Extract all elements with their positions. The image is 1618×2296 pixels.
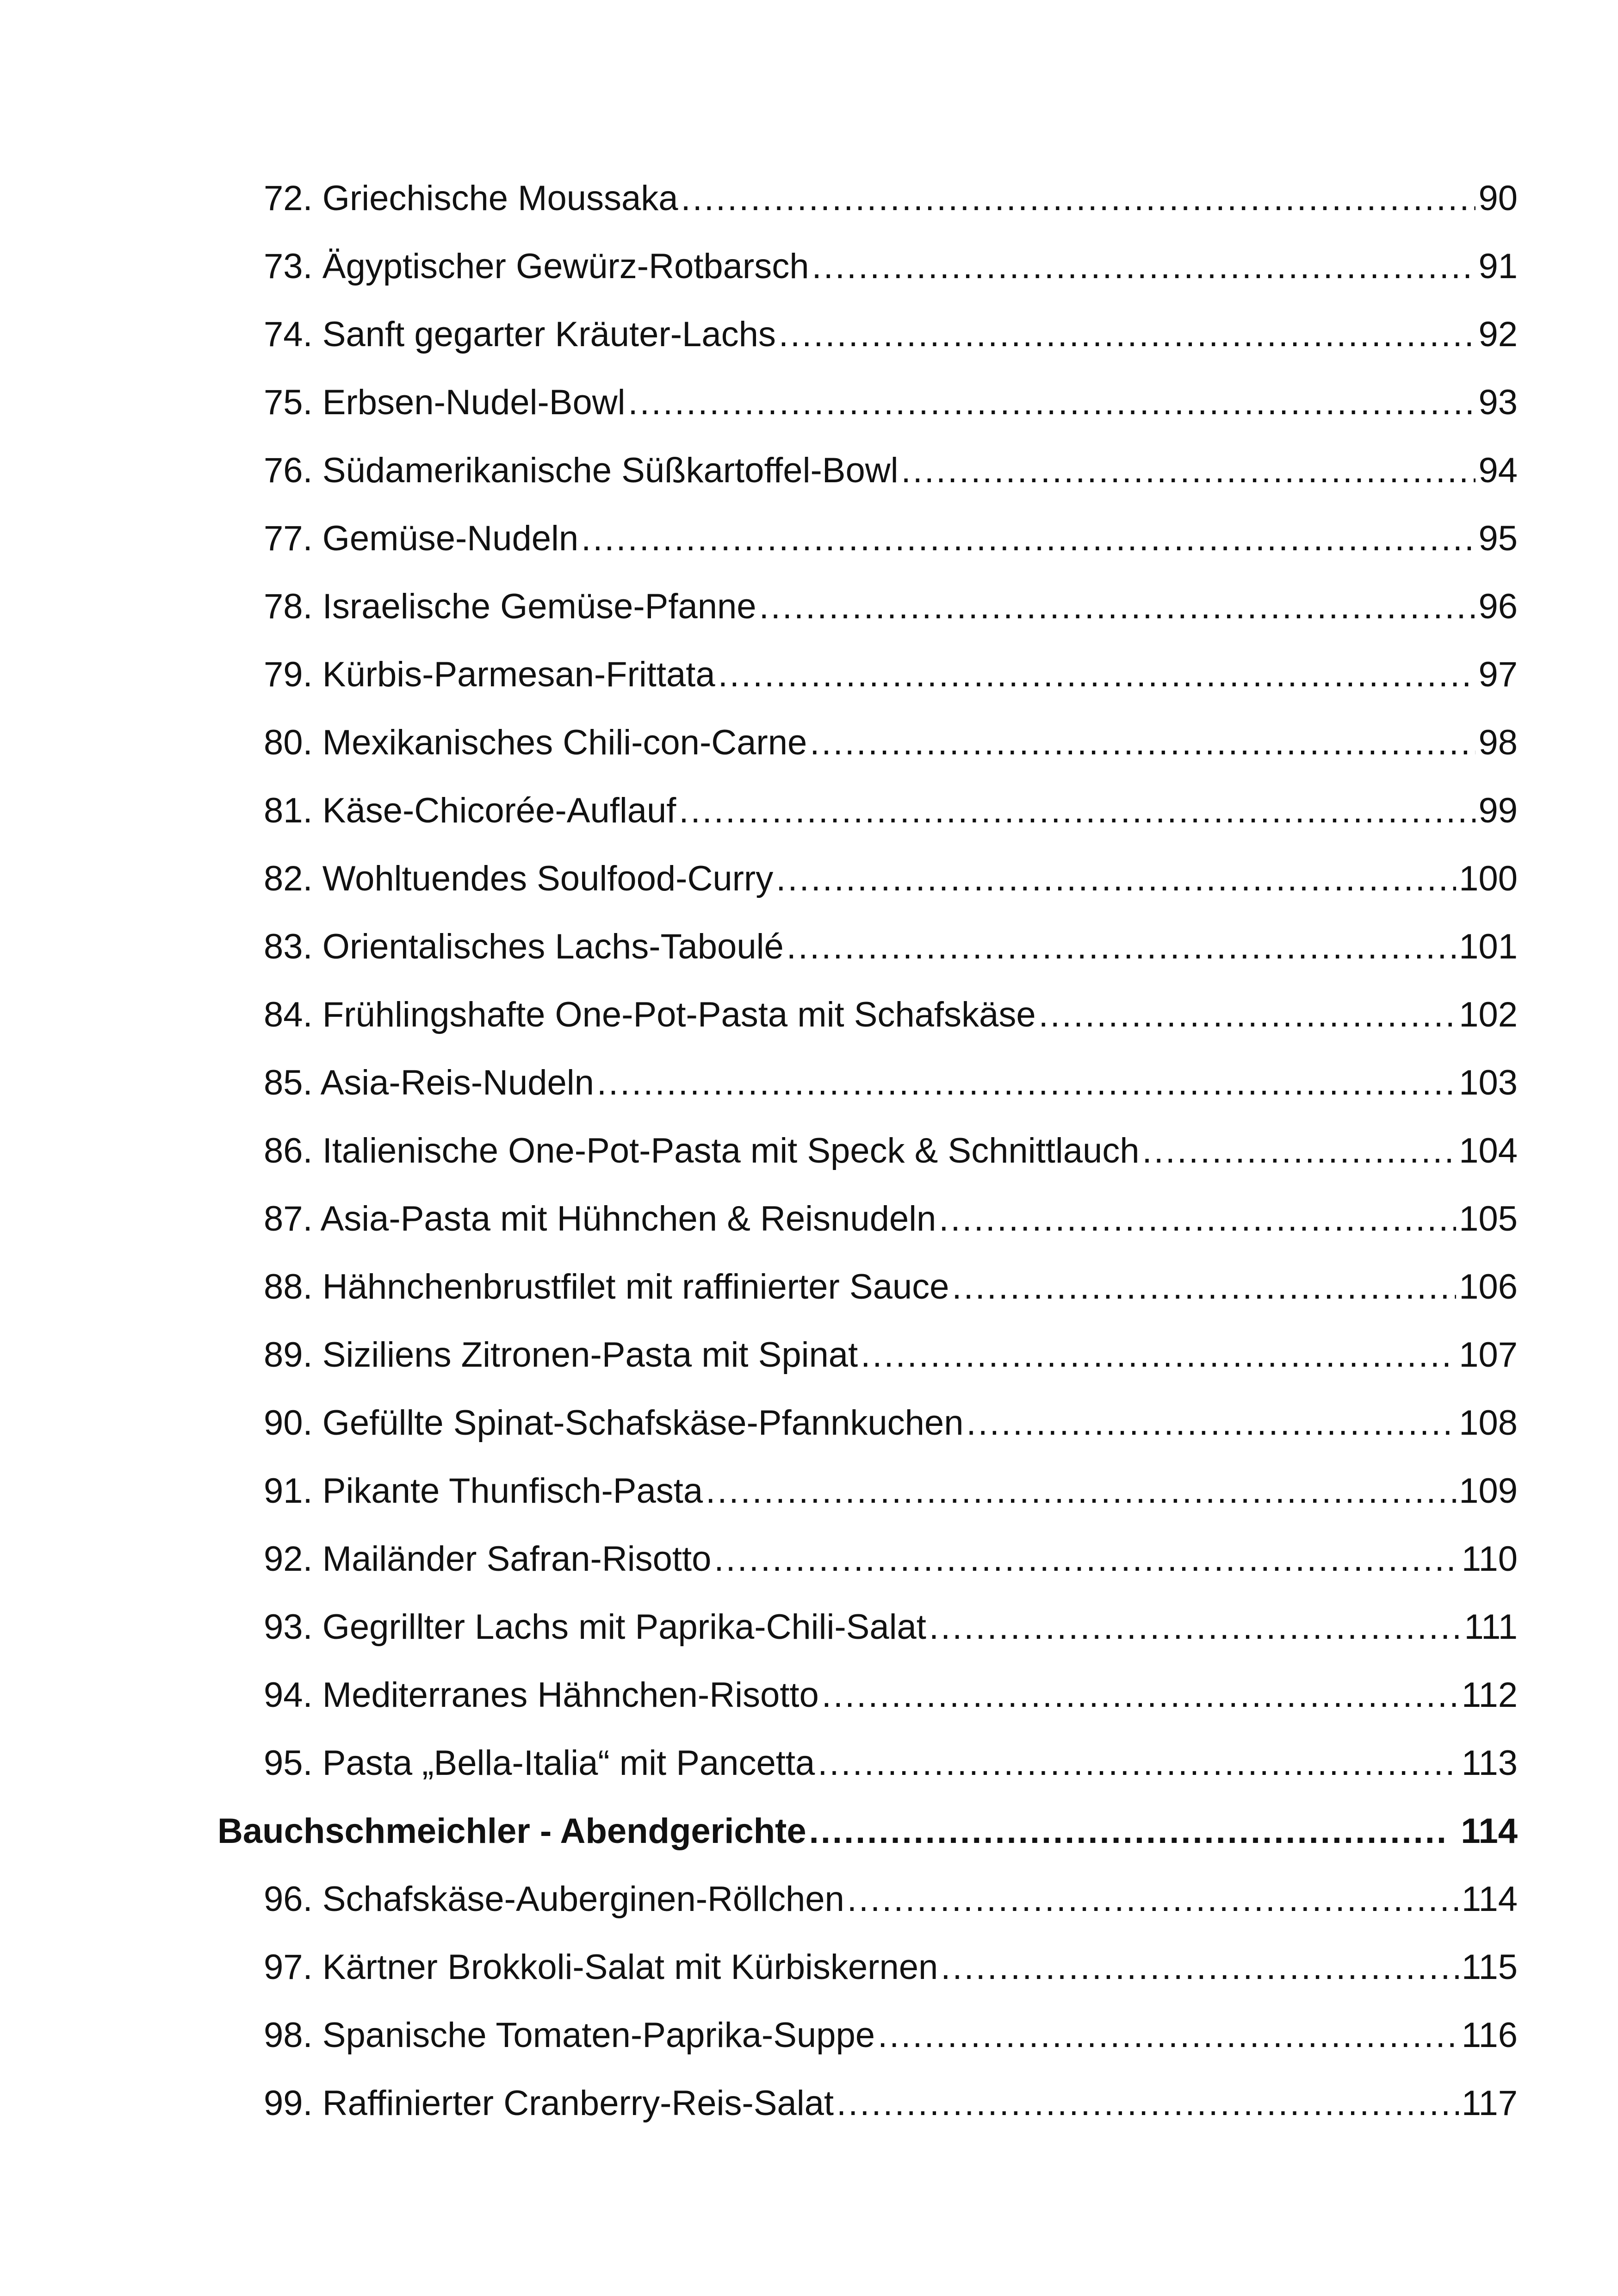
dot-leader: [679, 777, 1475, 845]
toc-entry-title: 83. Orientalisches Lachs-Taboulé: [264, 927, 784, 966]
toc-entry-title: 93. Gegrillter Lachs mit Paprika-Chili-Salat: [264, 1607, 926, 1647]
toc-entry[interactable]: [217, 981, 1518, 1049]
dot-leader: [787, 913, 1456, 981]
toc-entry-page: 109: [1459, 1471, 1518, 1511]
dot-leader: [581, 504, 1475, 572]
toc-entry-page: 97: [1478, 655, 1518, 694]
toc-entry-page: 91: [1478, 247, 1518, 286]
toc-entry-title: 78. Israelische Gemüse-Pfanne: [264, 587, 756, 626]
toc-entry[interactable]: [217, 2069, 1518, 2137]
toc-entry-title: 76. Südamerikanische Süßkartoffel-Bowl: [264, 451, 899, 490]
toc-entry[interactable]: [217, 2001, 1518, 2069]
dot-leader: [779, 300, 1476, 368]
toc-entry-page: 114: [1461, 1879, 1518, 1919]
toc-entry-page: 98: [1478, 723, 1518, 762]
dot-leader: [878, 2001, 1459, 2069]
toc-entry-title: 74. Sanft gegarter Kräuter-Lachs: [264, 315, 776, 354]
toc-entry-title: 82. Wohltuendes Soulfood-Curry: [264, 859, 774, 898]
toc-entry-page: 96: [1478, 587, 1518, 626]
toc-entry[interactable]: [217, 300, 1518, 368]
toc-entry-page: 93: [1478, 383, 1518, 422]
toc-entry-page: 104: [1459, 1131, 1518, 1170]
dot-leader: [929, 1593, 1462, 1661]
toc-entry[interactable]: [217, 1185, 1518, 1253]
toc-entry-page: 102: [1459, 995, 1518, 1034]
dot-leader: [714, 1525, 1458, 1593]
toc-entry[interactable]: [217, 1389, 1518, 1457]
toc-entry[interactable]: [217, 1525, 1518, 1593]
toc-entry-page: 103: [1459, 1063, 1518, 1102]
dot-leader: [628, 368, 1476, 436]
dot-leader: [966, 1389, 1456, 1457]
dot-leader: [810, 709, 1475, 777]
dot-leader: [776, 845, 1456, 913]
dot-leader: [901, 436, 1476, 504]
toc-entry[interactable]: [217, 1933, 1518, 2001]
toc-entry[interactable]: [217, 1661, 1518, 1729]
toc-entry[interactable]: [217, 1321, 1518, 1389]
toc-section-title: Bauchschmeichler - Abendgerichte: [217, 1811, 806, 1851]
toc-entry[interactable]: [217, 777, 1518, 845]
toc-entry-page: 107: [1459, 1335, 1518, 1375]
dot-leader: [706, 1457, 1456, 1525]
toc-entry[interactable]: [217, 845, 1518, 913]
toc-entry[interactable]: [217, 232, 1518, 300]
toc-entry[interactable]: [217, 641, 1518, 709]
toc-entry-title: 72. Griechische Moussaka: [264, 179, 678, 218]
toc-entry-page: 117: [1461, 2084, 1518, 2123]
toc-entry[interactable]: [217, 436, 1518, 504]
toc-entry[interactable]: [217, 913, 1518, 981]
toc-entry-page: 111: [1464, 1607, 1518, 1647]
toc-entry-page: 99: [1478, 791, 1518, 830]
toc-entry-title: 99. Raffinierter Cranberry-Reis-Salat: [264, 2084, 834, 2123]
toc-entry-page: 113: [1461, 1743, 1518, 1783]
dot-leader: [1142, 1117, 1457, 1185]
dot-leader: [847, 1865, 1459, 1933]
toc-entry-page: 101: [1459, 927, 1518, 966]
toc-entry[interactable]: [217, 572, 1518, 641]
dot-leader: [939, 1185, 1456, 1253]
toc-entry[interactable]: [217, 1253, 1518, 1321]
toc-entry-page: 92: [1478, 315, 1518, 354]
dot-leader: [812, 232, 1475, 300]
toc-entry-title: 87. Asia-Pasta mit Hühnchen & Reisnudeln: [264, 1199, 936, 1238]
toc-section-heading[interactable]: [217, 1797, 1518, 1865]
toc-entry-title: 79. Kürbis-Parmesan-Frittata: [264, 655, 715, 694]
toc-entry[interactable]: [217, 1593, 1518, 1661]
dot-leader: [861, 1321, 1456, 1389]
toc-entry-page: 108: [1459, 1403, 1518, 1443]
toc-entry[interactable]: [217, 1117, 1518, 1185]
toc-entry-title: 81. Käse-Chicorée-Auflauf: [264, 791, 676, 830]
toc-entry-page: 115: [1461, 1948, 1518, 1987]
toc-entry[interactable]: [217, 1049, 1518, 1117]
toc-entry-title: 95. Pasta „Bella-Italia“ mit Pancetta: [264, 1743, 815, 1783]
toc-entry-page: 116: [1461, 2016, 1518, 2055]
toc-entry-title: 89. Siziliens Zitronen-Pasta mit Spinat: [264, 1335, 858, 1375]
toc-entry-title: 75. Erbsen-Nudel-Bowl: [264, 383, 626, 422]
toc-entry-title: 88. Hähnchenbrustfilet mit raffinierter Sauce: [264, 1267, 949, 1307]
toc-entry[interactable]: [217, 164, 1518, 232]
toc-entry-page: 110: [1461, 1539, 1518, 1579]
dot-leader: [1039, 981, 1457, 1049]
dot-leader: [718, 641, 1476, 709]
toc-entry-title: 84. Frühlingshafte One-Pot-Pasta mit Schafskäse: [264, 995, 1036, 1034]
toc-entry-page: 94: [1478, 451, 1518, 490]
toc-entry[interactable]: [217, 1865, 1518, 1933]
toc-entry-title: 80. Mexikanisches Chili-con-Carne: [264, 723, 807, 762]
toc-entry-page: 90: [1478, 179, 1518, 218]
dot-leader: [837, 2069, 1459, 2137]
table-of-contents: [217, 164, 1518, 2137]
toc-entry[interactable]: [217, 1457, 1518, 1525]
toc-entry[interactable]: [217, 504, 1518, 572]
toc-entry[interactable]: [217, 1729, 1518, 1797]
dot-leader: [597, 1049, 1456, 1117]
toc-entry-title: 96. Schafskäse-Auberginen-Röllchen: [264, 1879, 844, 1919]
toc-entry-page: 105: [1459, 1199, 1518, 1238]
dot-leader: [809, 1797, 1447, 1865]
toc-entry-title: 97. Kärtner Brokkoli-Salat mit Kürbiskernen: [264, 1948, 938, 1987]
toc-entry-page: 100: [1459, 859, 1518, 898]
dot-leader: [681, 164, 1476, 232]
toc-section-page: 114: [1461, 1811, 1518, 1851]
dot-leader: [818, 1729, 1459, 1797]
toc-entry-title: 94. Mediterranes Hähnchen-Risotto: [264, 1675, 819, 1715]
dot-leader: [759, 572, 1476, 641]
toc-entry-page: 106: [1459, 1267, 1518, 1307]
dot-leader: [952, 1253, 1456, 1321]
toc-entry-title: 92. Mailänder Safran-Risotto: [264, 1539, 712, 1579]
toc-entry-title: 86. Italienische One-Pot-Pasta mit Speck & Schnittlauch: [264, 1131, 1140, 1170]
toc-entry-title: 85. Asia-Reis-Nudeln: [264, 1063, 594, 1102]
dot-leader: [822, 1661, 1459, 1729]
toc-entry[interactable]: [217, 368, 1518, 436]
toc-entry-title: 77. Gemüse-Nudeln: [264, 519, 579, 558]
toc-entry-title: 90. Gefüllte Spinat-Schafskäse-Pfannkuchen: [264, 1403, 964, 1443]
toc-entry[interactable]: [217, 709, 1518, 777]
toc-entry-title: 98. Spanische Tomaten-Paprika-Suppe: [264, 2016, 875, 2055]
toc-entry-title: 73. Ägyptischer Gewürz-Rotbarsch: [264, 247, 809, 286]
dot-leader: [941, 1933, 1459, 2001]
toc-entry-title: 91. Pikante Thunfisch-Pasta: [264, 1471, 703, 1511]
toc-entry-page: 112: [1461, 1675, 1518, 1715]
toc-entry-page: 95: [1478, 519, 1518, 558]
